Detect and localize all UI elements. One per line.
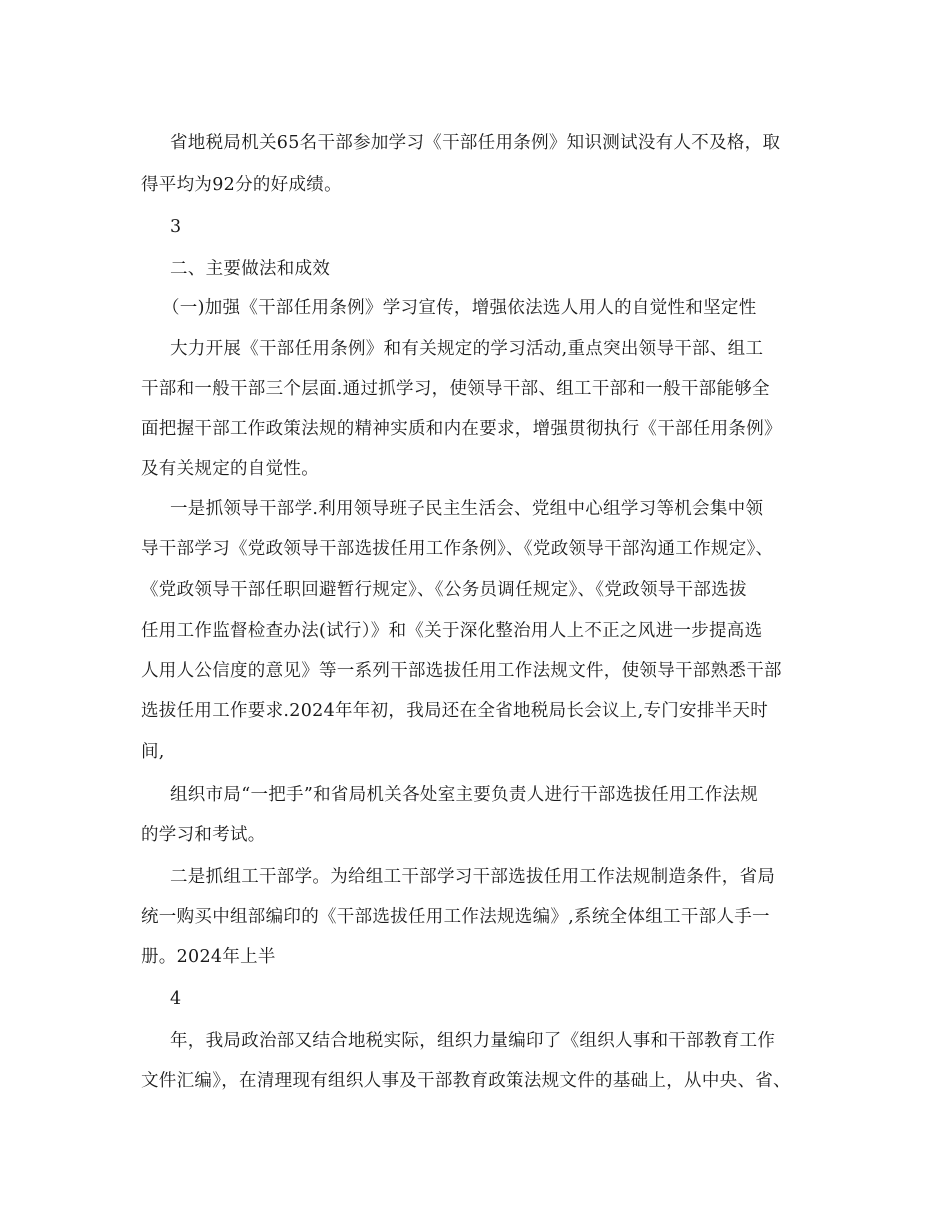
paragraph-line: 统一购买中组部编印的《干部选拔任用工作法规选编》,系统全体组工干部人手一 [141, 907, 770, 927]
paragraph-line: 选拔任用工作要求.2024年年初，我局还在全省地税局长会议上,专门安排半天时 [141, 701, 769, 721]
paragraph-line: 的学习和考试。 [141, 825, 266, 845]
paragraph-line: 任用工作监督检查办法(试行）》和《关于深化整治用人上不正之风进一步提高选 [141, 621, 763, 641]
paragraph-line: 间, [141, 742, 165, 762]
paragraph-line: 文件汇编》，在清理现有组织人事及干部教育政策法规文件的基础上，从中央、省、 [141, 1071, 791, 1091]
paragraph-line: 《党政领导干部任职回避暂行规定》、《公务员调任规定》、《党政领导干部选拔 [141, 580, 747, 600]
paragraph-line: 二是抓组工干部学。为给组工干部学习干部选拔任用工作法规制造条件，省局 [170, 867, 776, 887]
subsection-heading: （一)加强《干部任用条例》学习宣传，增强依法选人用人的自觉性和坚定性 [162, 298, 757, 318]
paragraph-line: 册。2024年上半 [141, 947, 276, 967]
paragraph-line: 一是抓领导干部学.利用领导班子民主生活会、党组中心组学习等机会集中领 [170, 499, 764, 519]
paragraph-line: 干部和一般干部三个层面.通过抓学习，使领导干部、组工干部和一般干部能够全 [141, 379, 770, 399]
paragraph-line: 年，我局政治部又结合地税实际，组织力量编印了《组织人事和干部教育工作 [170, 1031, 776, 1051]
page-number: 4 [170, 989, 182, 1009]
paragraph-line: 导干部学习《党政领导干部选拔任用工作条例》、《党政领导干部沟通工作规定》、 [141, 539, 774, 559]
paragraph-line: 面把握干部工作政策法规的精神实质和内在要求，增强贯彻执行《干部任用条例》 [141, 419, 782, 439]
paragraph-line: 及有关规定的自觉性。 [141, 459, 319, 479]
paragraph-line: 省地税局机关65名干部参加学习《干部任用条例》知识测试没有人不及格，取 [170, 133, 781, 153]
section-heading: 二、主要做法和成效 [170, 259, 331, 279]
paragraph-line: 组织市局“一把手”和省局机关各处室主要负责人进行干部选拔任用工作法规 [170, 785, 759, 805]
paragraph-line: 大力开展《干部任用条例》和有关规定的学习活动,重点突出领导干部、组工 [170, 339, 764, 359]
paragraph-line: 得平均为92分的好成绩。 [141, 175, 342, 195]
page-number: 3 [170, 217, 182, 237]
paragraph-line: 人用人公信度的意见》等一系列干部选拔任用工作法规文件，使领导干部熟悉干部 [141, 661, 782, 681]
